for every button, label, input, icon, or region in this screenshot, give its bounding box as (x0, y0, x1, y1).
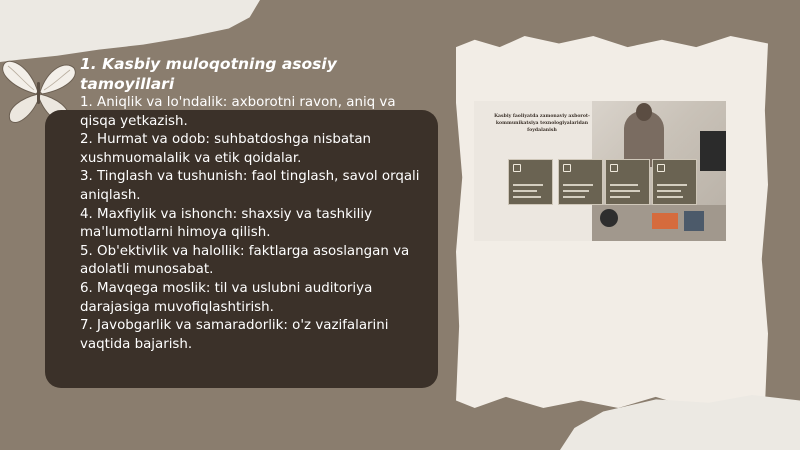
principles-list (80, 94, 432, 354)
thumbnail-title: Kasbiy faoliyatda zamonaviy axborot-kommunikatsiya texnologiyalaridan foydalanish (494, 114, 590, 133)
thumbnail-card (652, 159, 697, 205)
photo-desk-item (684, 211, 704, 231)
thumbnail-card (558, 159, 603, 205)
photo-person-head (636, 103, 652, 121)
principle-item: 3. Tinglash va tushunish: faol tinglash, savol orqali aniqlash. (80, 169, 420, 203)
slide-title: 1. Kasbiy muloqotning asosiy tamoyillari (80, 55, 337, 93)
photo-desk-item (652, 213, 678, 229)
principle-item: 2. Hurmat va odob: suhbatdoshga nisbatan xushmuomalalik va etik qoidalar. (80, 132, 372, 166)
photo-monitor (700, 131, 726, 171)
principle-item: 5. Ob'ektivlik va halollik: faktlarga asoslangan va adolatli munosabat. (80, 243, 410, 278)
torn-paper-top (0, 0, 260, 62)
principle-item: 6. Mavqega moslik: til va uslubni auditoriya darajasiga muvofiqlashtirish. (80, 280, 373, 315)
thumbnail-card (605, 159, 650, 205)
photo-cup (600, 209, 618, 227)
principle-item: 1. Aniqlik va lo'ndalik: axborotni ravon, aniq va qisqa yetkazish. (80, 95, 396, 129)
principle-item: 4. Maxfiylik va ishonch: shaxsiy va tashkiliy ma'lumotlarni himoya qilish. (80, 206, 373, 241)
principle-item: 7. Javobgarlik va samaradorlik: o'z vazifalarini vaqtida bajarish. (80, 318, 389, 352)
thumbnail-card (508, 159, 553, 205)
thumbnail-slide (474, 101, 726, 241)
